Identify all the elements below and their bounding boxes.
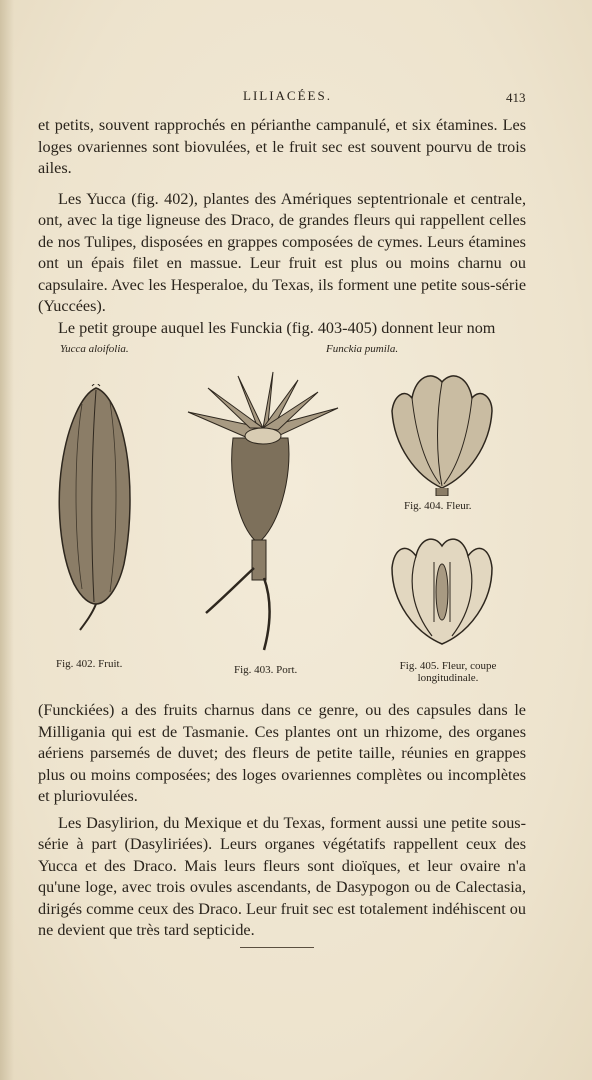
caption-fig-404: Fig. 404. Fleur. — [404, 500, 472, 512]
funckia-habit-illustration — [178, 368, 348, 658]
caption-fig-402: Fig. 402. Fruit. — [56, 658, 123, 670]
funckia-flower-illustration — [386, 366, 498, 496]
yucca-fruit-illustration — [52, 384, 136, 634]
running-title: LILIACÉES. — [243, 88, 332, 103]
page-gutter-shadow — [0, 0, 14, 1080]
text-block-bottom — [38, 700, 526, 942]
caption-fig-405-line2: longitudinale. — [417, 672, 479, 684]
page-number: 413 — [506, 90, 526, 105]
caption-fig-403: Fig. 403. Port. — [234, 664, 298, 676]
species-label-yucca: Yucca aloifolia. — [60, 343, 129, 355]
paragraph: Les Yucca (fig. 402), plantes des Amériques septentrionale et centrale, ont, avec la tige ligneuse des Draco, de grandes fleurs qui rappellent celles de nos Tulipes, disposées en grappes composées de cymes. Leurs étamines ont un épais filet en massue. Leur fruit est plus ou moins charnu ou capsulaire. Avec les Hesperaloe, du Texas, ils forment une petite sous-série (Yuccées). — [38, 189, 526, 315]
paragraph: Les Dasylirion, du Mexique et du Texas, forment aussi une petite sous-série à part (Dasyliriées). Leurs organes végétatifs rappellent ceux des Yucca et des Draco. Mais leurs fleurs sont dioïques, et leur ovaire n'a qu'une loge, avec trois ovules ascendants, de Dasypogon ou de Calectasia, dirigés comme ceux des Draco. Leur fruit sec est totalement indéhiscent ou ne devient que très tard septicide. — [38, 813, 526, 939]
funckia-flower-section-illustration — [386, 532, 498, 650]
paragraph: et petits, souvent rapprochés en périanthe campanulé, et six étamines. Les loges ovariennes sont biovulées, et le fruit sec est souvent pourvu de trois ailes. — [38, 116, 526, 177]
end-rule — [240, 947, 314, 948]
text-block-top — [38, 115, 526, 339]
figure-plate — [38, 338, 526, 698]
caption-fig-405 — [388, 660, 508, 684]
page-header — [0, 88, 592, 108]
paragraph: (Funckiées) a des fruits charnus dans ce genre, ou des capsules dans le Milligania qui est de Tasmanie. Ces plantes ont un rhizome, des organes aériens parsemés de duvet; des fleurs de petite taille, réunies en grappes plus ou moins composées; des loges ovariennes complètes ou incomplètes et pluriovulées. — [38, 701, 526, 805]
species-label-funckia: Funckia pumila. — [326, 343, 399, 355]
caption-fig-405-line1: Fig. 405. Fleur, coupe — [399, 660, 497, 672]
paragraph: Le petit groupe auquel les Funckia (fig. 403-405) donnent leur nom — [58, 318, 496, 337]
